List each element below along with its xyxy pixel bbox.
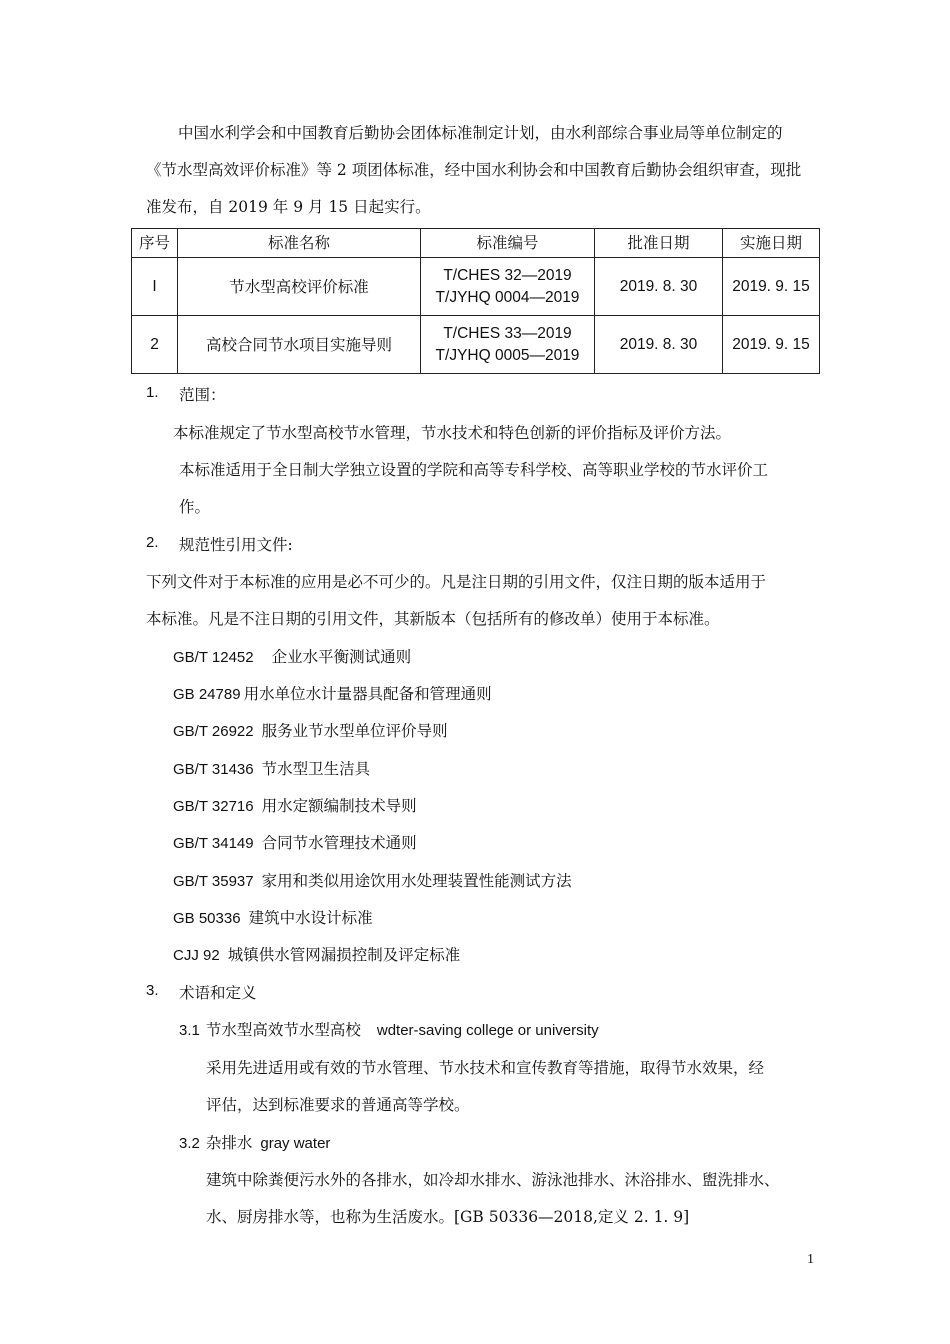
standard-code	[421, 258, 595, 316]
reference-code: GB/T 34149	[173, 835, 254, 852]
term-number: 3.1	[179, 1022, 200, 1039]
scope-paragraph-2-cont: 作。	[179, 498, 211, 516]
reference-title: 城镇供水管网漏损控制及评定标准	[227, 946, 461, 964]
table-row	[132, 316, 820, 374]
section-2-title: 规范性引用文件:	[179, 536, 293, 554]
row-number: I	[132, 258, 178, 316]
reference-title: 家用和类似用途饮用水处理装置性能测试方法	[261, 872, 572, 890]
term-name: 杂排水	[205, 1134, 253, 1152]
implement-date: 2019. 9. 15	[723, 258, 820, 316]
implement-date: 2019. 9. 15	[723, 316, 820, 374]
term-3-1-definition: 采用先进适用或有效的节水管理、节水技术和宣传教育等措施，取得节水效果，经	[206, 1059, 765, 1077]
reference-item	[173, 831, 417, 853]
section-3-title: 术语和定义	[179, 984, 257, 1002]
reference-code: GB/T 12452	[173, 649, 254, 666]
standard-code-line: T/CHES 33—2019	[443, 324, 572, 342]
table-header-cell: 标准编号	[421, 229, 595, 258]
reference-item	[173, 794, 417, 816]
reference-title: 服务业节水型单位评价导则	[261, 722, 448, 740]
reference-title: 用水定额编制技术导则	[261, 797, 417, 815]
term-3-1-heading	[179, 1018, 599, 1040]
reference-item	[173, 682, 492, 704]
intro-paragraph: 中国水利学会和中国教育后勤协会团体标准制定计划，由水利部综合事业局等单位制定的《节水型高效评价标准》等 2 项团体标准，经中国水利协会和中国教育后勤协会组织审查，现批准发布，自 2019 年 9 月 15 日起实行。	[146, 124, 802, 216]
reference-code: GB/T 31436	[173, 761, 254, 778]
standard-code-line: T/JYHQ 0005—2019	[435, 346, 580, 364]
reference-code: GB/T 26922	[173, 723, 254, 740]
reference-code: CJJ 92	[173, 947, 220, 964]
standards-table	[131, 228, 820, 374]
term-3-2-heading	[179, 1131, 330, 1153]
reference-item	[173, 757, 370, 779]
term-name: 节水型高效节水型高校	[205, 1021, 361, 1039]
table-header-cell: 批准日期	[595, 229, 723, 258]
reference-title: 建筑中水设计标准	[248, 909, 373, 927]
term-number: 3.2	[179, 1135, 200, 1152]
table-header-cell: 序号	[132, 229, 178, 258]
term-english: wdter-saving college or university	[376, 1022, 599, 1039]
scope-paragraph-2: 本标准适用于全日制大学独立设置的学院和高等专科学校、高等职业学校的节水评价工	[179, 461, 769, 479]
reference-code: GB 24789	[173, 686, 241, 703]
section-3-number: 3.	[146, 982, 159, 999]
reference-title: 用水单位水计量器具配备和管理通则	[243, 685, 492, 703]
table-header-cell: 标准名称	[178, 229, 421, 258]
approve-date: 2019. 8. 30	[595, 316, 723, 374]
row-number: 2	[132, 316, 178, 374]
reference-title: 合同节水管理技术通则	[261, 834, 417, 852]
reference-title: 企业水平衡测试通则	[271, 648, 412, 666]
reference-item	[173, 719, 448, 741]
section-2-number: 2.	[146, 534, 159, 551]
reference-item	[173, 869, 572, 891]
approve-date: 2019. 8. 30	[595, 258, 723, 316]
page-number: 1	[807, 1252, 814, 1267]
standard-code	[421, 316, 595, 374]
standard-name: 节水型高校评价标准	[178, 258, 421, 316]
standard-code-line: T/CHES 32—2019	[443, 266, 572, 284]
reference-item	[173, 943, 460, 965]
term-english: gray water	[260, 1135, 331, 1152]
section-1-title: 范围：	[179, 386, 226, 404]
section-1-number: 1.	[146, 384, 159, 401]
normative-intro-line-1: 下列文件对于本标准的应用是必不可少的。凡是注日期的引用文件，仅注日期的版本适用于	[146, 573, 767, 591]
table-header-cell: 实施日期	[723, 229, 820, 258]
reference-code: GB 50336	[173, 910, 241, 927]
term-3-1-definition-cont: 评估，达到标准要求的普通高等学校。	[206, 1096, 470, 1114]
scope-paragraph-1: 本标准规定了节水型高校节水管理，节水技术和特色创新的评价指标及评价方法。	[173, 424, 732, 442]
normative-intro-line-2: 本标准。凡是不注日期的引用文件，其新版本（包括所有的修改单）使用于本标准。	[146, 610, 720, 628]
reference-title: 节水型卫生洁具	[261, 760, 371, 778]
reference-item	[173, 645, 411, 667]
reference-item	[173, 906, 373, 928]
term-3-2-definition-cont: 水、厨房排水等，也称为生活废水。[GB 50336—2018,定义 2. 1. 9]	[206, 1208, 690, 1226]
standard-code-line: T/JYHQ 0004—2019	[435, 288, 580, 306]
reference-code: GB/T 32716	[173, 798, 254, 815]
table-header-row	[132, 229, 820, 258]
term-3-2-definition: 建筑中除粪便污水外的各排水，如冷却水排水、游泳池排水、沐浴排水、盥洗排水、	[206, 1171, 780, 1189]
reference-code: GB/T 35937	[173, 873, 254, 890]
standard-name: 高校合同节水项目实施导则	[178, 316, 421, 374]
table-row	[132, 258, 820, 316]
